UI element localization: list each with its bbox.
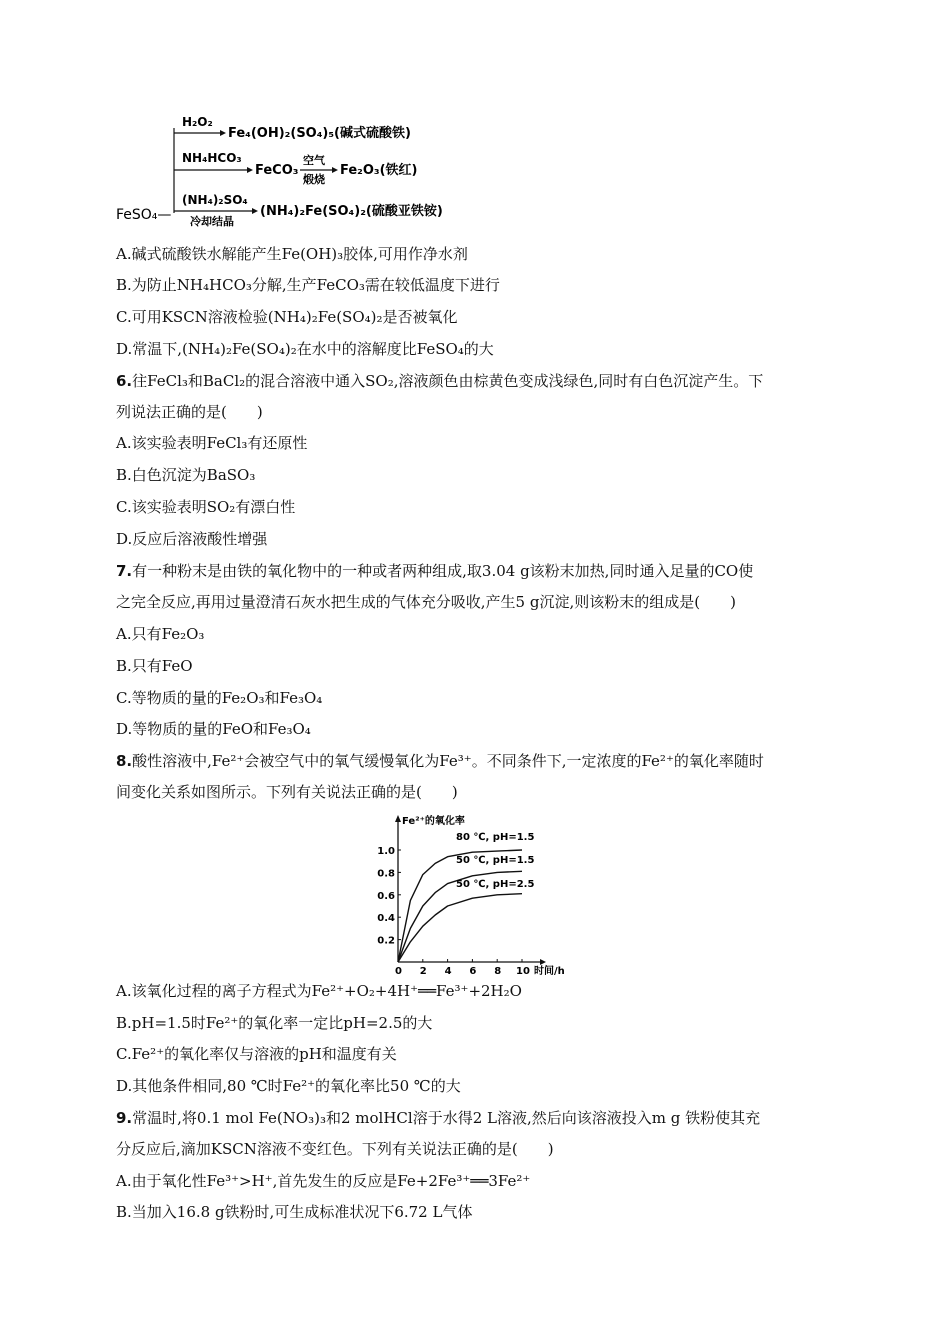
branch2-intermediate: FeCO₃ — [255, 163, 299, 178]
y-tick-label: 0.8 — [377, 868, 395, 880]
q5-option-b: B.为防止NH₄HCO₃分解,生产FeCO₃需在较低温度下进行 — [116, 276, 500, 294]
branch2-condition-bottom: 煅烧 — [303, 173, 325, 186]
x-axis-arrow — [540, 959, 546, 965]
q8-option-c: C.Fe²⁺的氧化率仅与溶液的pH和温度有关 — [116, 1045, 397, 1063]
q6-stem-line2: 列说法正确的是( ) — [116, 403, 263, 421]
series-line — [398, 894, 522, 962]
q6-option-a: A.该实验表明FeCl₃有还原性 — [116, 434, 308, 452]
series-line — [398, 850, 522, 962]
scheme-start: FeSO₄— — [116, 207, 172, 223]
q5-option-a: A.碱式硫酸铁水解能产生Fe(OH)₃胶体,可用作净水剂 — [116, 245, 468, 263]
x-tick-label: 8 — [494, 966, 502, 977]
q7-option-b: B.只有FeO — [116, 657, 193, 675]
q8-option-d: D.其他条件相同,80 ℃时Fe²⁺的氧化率比50 ℃的大 — [116, 1077, 461, 1095]
q5-option-c: C.可用KSCN溶液检验(NH₄)₂Fe(SO₄)₂是否被氧化 — [116, 308, 458, 326]
q6-option-b: B.白色沉淀为BaSO₃ — [116, 466, 256, 484]
q9-option-b: B.当加入16.8 g铁粉时,可生成标准状况下6.72 L气体 — [116, 1203, 473, 1221]
q7-stem-line1: 7.有一种粉末是由铁的氧化物中的一种或者两种组成,取3.04 g该粉末加热,同时通入足量的CO使 — [116, 562, 754, 580]
x-axis-label: 时间/h — [534, 966, 565, 977]
q8-number: 8. — [116, 752, 133, 770]
series-label: 50 ℃, pH=1.5 — [456, 855, 535, 866]
oxidation-rate-chart — [372, 810, 582, 980]
x-tick-label: 0 — [395, 966, 402, 977]
reaction-scheme — [112, 108, 532, 230]
x-tick-label: 6 — [469, 966, 477, 977]
branch2-reagent: NH₄HCO₃ — [182, 151, 242, 165]
series-label: 80 ℃, pH=1.5 — [456, 832, 535, 843]
y-tick-label: 0.2 — [377, 935, 395, 947]
branch3-product: (NH₄)₂Fe(SO₄)₂(硫酸亚铁铵) — [260, 204, 443, 219]
y-tick-label: 0.6 — [377, 890, 395, 902]
x-tick-label: 4 — [444, 966, 452, 977]
q9-option-a: A.由于氧化性Fe³⁺>H⁺,首先发生的反应是Fe+2Fe³⁺══3Fe²⁺ — [116, 1172, 531, 1190]
q6-option-c: C.该实验表明SO₂有漂白性 — [116, 498, 296, 516]
q8-stem-line1: 8.酸性溶液中,Fe²⁺会被空气中的氧气缓慢氧化为Fe³⁺。不同条件下,一定浓度的Fe²⁺的氧化率随时 — [116, 752, 764, 770]
q9-number: 9. — [116, 1109, 133, 1127]
q7-option-a: A.只有Fe₂O₃ — [116, 625, 205, 643]
branch3-reagent: (NH₄)₂SO₄ — [182, 193, 248, 207]
q8-option-b: B.pH=1.5时Fe²⁺的氧化率一定比pH=2.5的大 — [116, 1014, 433, 1032]
branch1-product: Fe₄(OH)₂(SO₄)₅(碱式硫酸铁) — [228, 126, 411, 141]
branch1-reagent: H₂O₂ — [182, 115, 213, 129]
q6-stem-line1: 6.往FeCl₃和BaCl₂的混合溶液中通入SO₂,溶液颜色由棕黄色变成浅绿色,同时有白色沉淀产生。下 — [116, 372, 764, 390]
q9-stem-line2: 分反应后,滴加KSCN溶液不变红色。下列有关说法正确的是( ) — [116, 1140, 554, 1158]
y-axis-label: Fe²⁺的氧化率 — [402, 816, 465, 827]
q7-number: 7. — [116, 562, 133, 580]
q8-stem-line2: 间变化关系如图所示。下列有关说法正确的是( ) — [116, 783, 458, 801]
series-label: 50 ℃, pH=2.5 — [456, 879, 535, 890]
y-tick-label: 1.0 — [377, 846, 395, 857]
q7-stem-line2: 之完全反应,再用过量澄清石灰水把生成的气体充分吸收,产生5 g沉淀,则该粉末的组成是( ) — [116, 593, 736, 611]
q5-option-d: D.常温下,(NH₄)₂Fe(SO₄)₂在水中的溶解度比FeSO₄的大 — [116, 340, 494, 358]
q7-option-c: C.等物质的量的Fe₂O₃和Fe₃O₄ — [116, 689, 323, 707]
q7-option-d: D.等物质的量的FeO和Fe₃O₄ — [116, 720, 311, 738]
y-tick-label: 0.4 — [377, 913, 395, 925]
branch2-product: Fe₂O₃(铁红) — [340, 163, 418, 178]
q9-stem-line1: 9.常温时,将0.1 mol Fe(NO₃)₃和2 molHCl溶于水得2 L溶液,然后向该溶液投入m g 铁粉使其充 — [116, 1109, 761, 1127]
branch2-condition-top: 空气 — [303, 154, 325, 167]
q6-number: 6. — [116, 372, 133, 390]
branch3-condition: 冷却结晶 — [190, 215, 234, 228]
q8-option-a: A.该氧化过程的离子方程式为Fe²⁺+O₂+4H⁺══Fe³⁺+2H₂O — [116, 982, 522, 1000]
y-axis-arrow — [395, 815, 401, 822]
x-tick-label: 10 — [516, 966, 530, 977]
q6-option-d: D.反应后溶液酸性增强 — [116, 530, 268, 548]
x-tick-label: 2 — [419, 966, 427, 977]
